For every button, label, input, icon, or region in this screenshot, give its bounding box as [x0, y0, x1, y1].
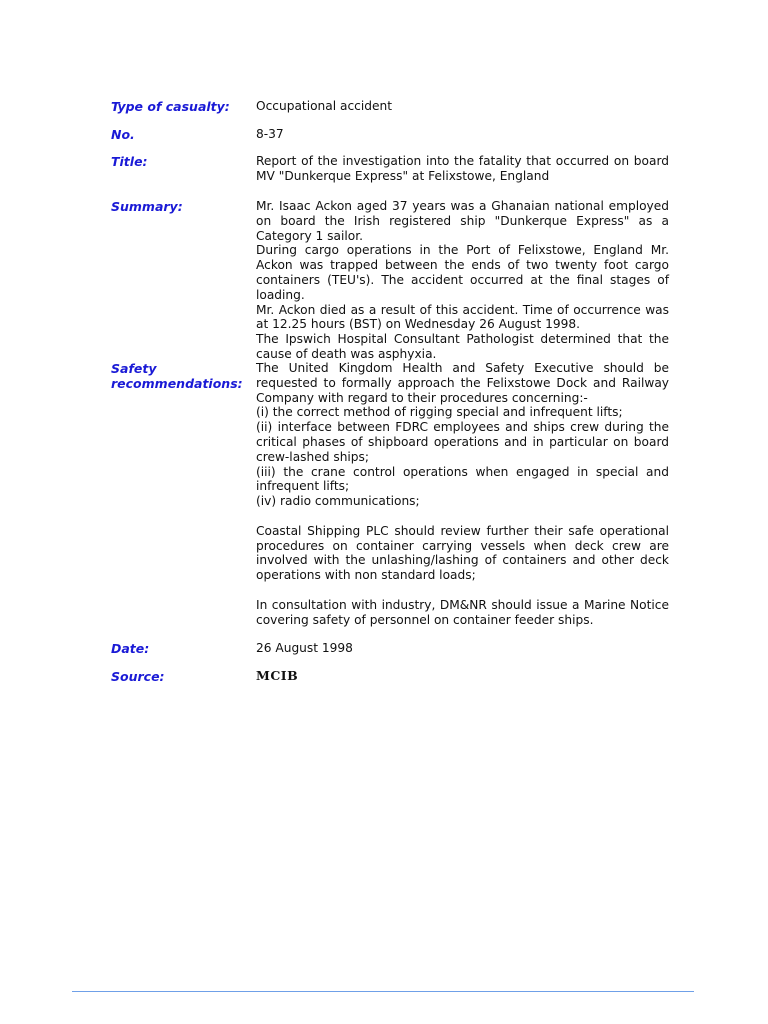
title-value: Report of the investigation into the fatality that occurred on board MV "Dunkerque Express" at Felixstowe, England: [256, 154, 669, 183]
field-type-of-casualty: [111, 99, 671, 115]
summary-value: [256, 199, 669, 362]
number-value: 8-37: [256, 127, 284, 141]
type-of-casualty-label: Type of casualty:: [111, 99, 230, 114]
title-label: Title:: [111, 154, 148, 169]
recommendation-item: (iii) the crane control operations when engaged in special and infrequent lifts;: [256, 464, 669, 494]
summary-paragraph: Mr. Isaac Ackon aged 37 years was a Ghanaian national employed on board the Irish registered ship "Dunkerque Express" as a Category 1 sailor.: [256, 199, 669, 243]
field-source: [111, 669, 671, 685]
summary-paragraph: The Ipswich Hospital Consultant Pathologist determined that the cause of death was asphyxia.: [256, 332, 669, 361]
recommendation-item: (i) the correct method of rigging special and infrequent lifts;: [256, 405, 623, 420]
summary-paragraph: Mr. Ackon died as a result of this accident. Time of occurrence was at 12.25 hours (BST) on Wednesday 26 August 1998.: [256, 302, 669, 332]
safety-recommendations-value: [256, 361, 669, 627]
type-of-casualty-value: Occupational accident: [256, 99, 392, 113]
field-safety-recommendations: [111, 361, 671, 636]
recommendation-item: (ii) interface between FDRC employees and ships crew during the critical phases of shipboard operations and in particular on board crew-lashed ships;: [256, 420, 669, 464]
date-value: 26 August 1998: [256, 641, 353, 655]
summary-paragraph: During cargo operations in the Port of Felixstowe, England Mr. Ackon was trapped between the ends of two twenty foot cargo containers (TEU's). The accident occurred at the final stages of loading.: [256, 243, 669, 302]
safety-recommendations-label-line: Safety: [111, 361, 157, 376]
summary-label: Summary:: [111, 199, 183, 214]
field-date: [111, 641, 671, 657]
date-label: Date:: [111, 641, 150, 656]
recommendation-item: (iv) radio communications;: [256, 494, 420, 509]
source-value: MCIB: [256, 668, 299, 683]
number-label: No.: [111, 127, 135, 142]
field-title: [111, 154, 671, 186]
field-summary: [111, 199, 671, 361]
footer-rule: [72, 991, 694, 992]
recommendation-paragraph: The United Kingdom Health and Safety Executive should be requested to formally approach the Felixstowe Dock and Railway Company with regard to their procedures concerning:-: [256, 361, 669, 405]
source-label: Source:: [111, 669, 165, 684]
safety-recommendations-label: [111, 361, 251, 391]
recommendation-paragraph: Coastal Shipping PLC should review further their safe operational procedures on container carrying vessels when deck crew are involved with the unlashing/lashing of containers and other deck operations with non standard loads;: [256, 523, 669, 583]
field-number: [111, 127, 671, 143]
safety-recommendations-label-line: recommendations:: [111, 376, 243, 391]
recommendation-paragraph: In consultation with industry, DM&NR should issue a Marine Notice covering safety of personnel on container feeder ships.: [256, 597, 669, 627]
